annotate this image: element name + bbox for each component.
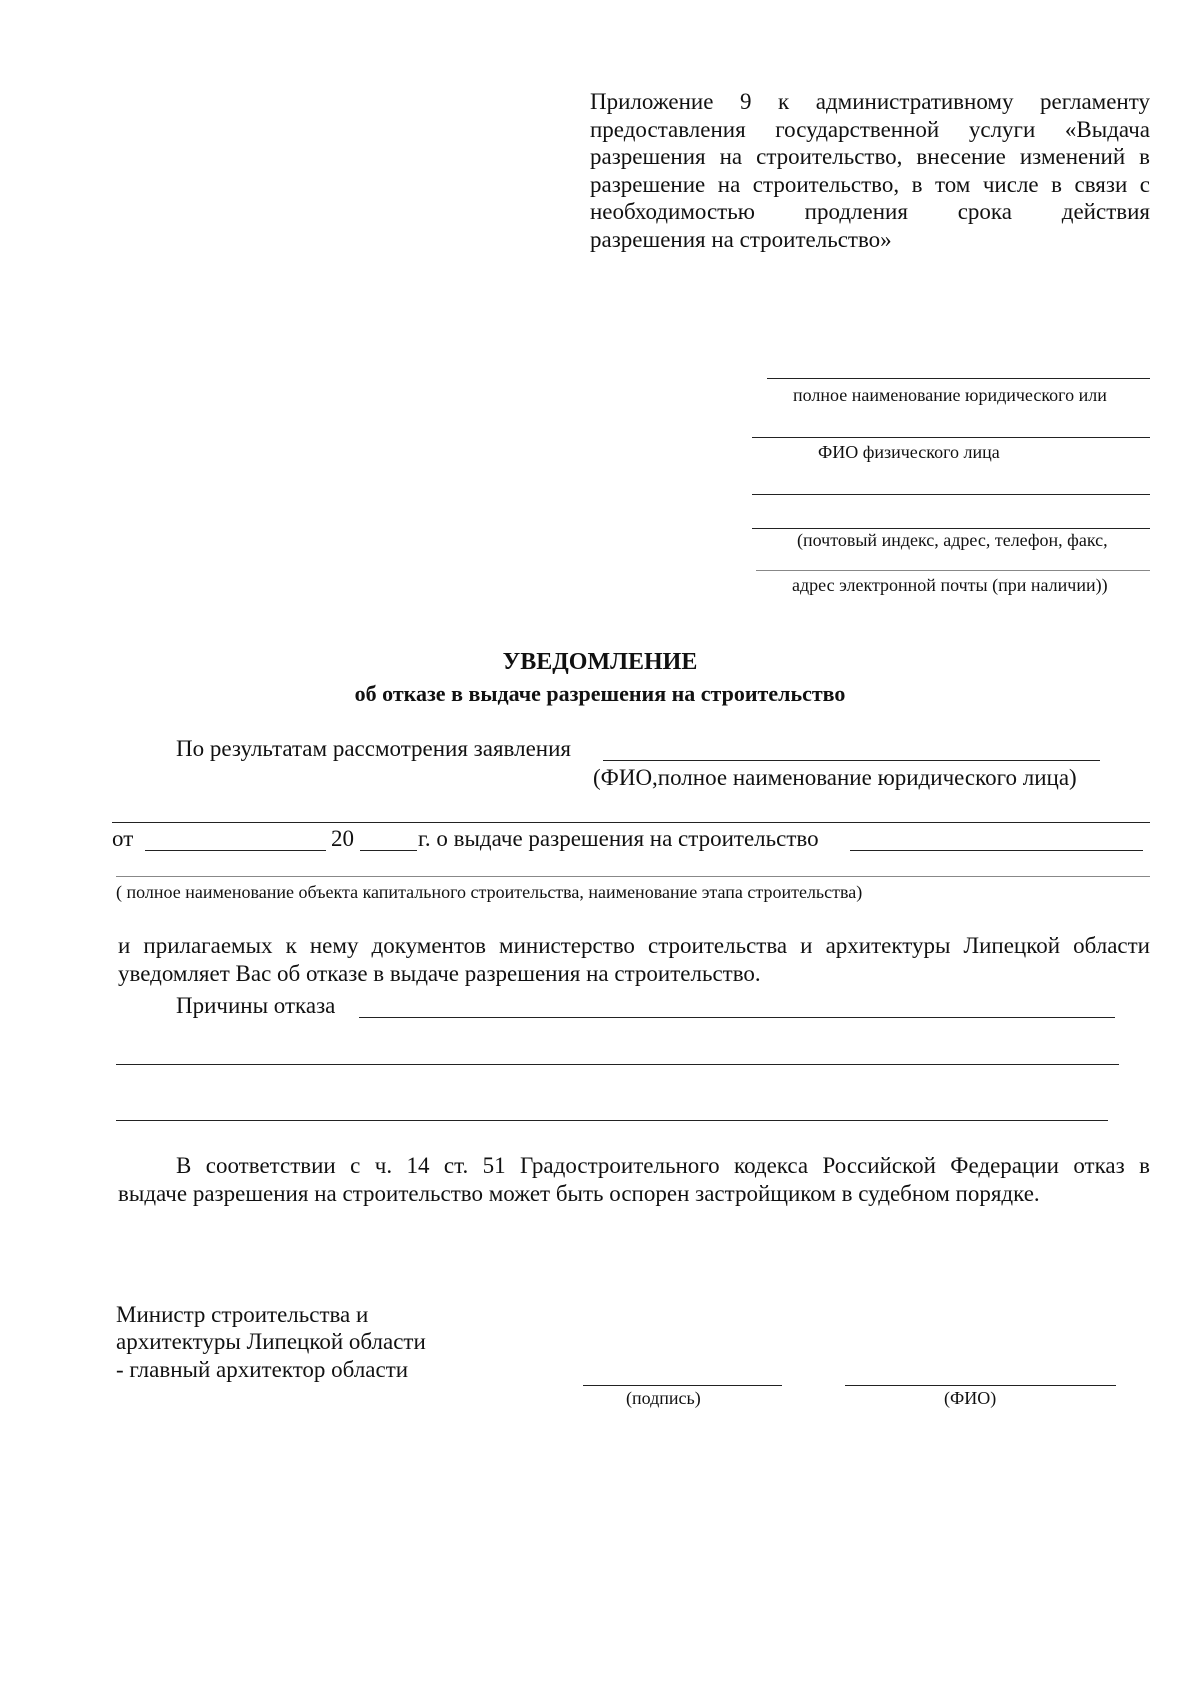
signer-position-3: - главный архитектор области [116,1357,409,1382]
recipient-name-line [767,378,1150,379]
object-line [850,850,1143,851]
recipient-caption-2: ФИО физического лица [818,442,1000,462]
applicant-continuation-line [112,822,1150,823]
recipient-address-line-2 [752,528,1150,529]
results-prefix: По результатам рассмотрения заявления [176,736,571,761]
annex-line: разрешение на строительство, в том числе в связи с [590,171,1150,197]
signer-position-1: Министр строительства и [116,1302,369,1327]
notice-line-2: уведомляет Вас об отказе в выдаче разрешения на строительство. [118,960,761,986]
annex-line: разрешения на строительство, внесение изменений в [590,144,1150,170]
annex-header [590,88,1150,254]
reasons-label: Причины отказа [176,993,336,1018]
notice-line-1: и прилагаемых к нему документов министерство строительства и архитектуры Липецкой области [118,933,1150,958]
annex-line: Приложение 9 к административному регламенту [590,89,1150,114]
applicant-caption: (ФИО,полное наименование юридического лица) [593,765,1077,790]
name-line [845,1385,1116,1386]
date-from-label: от [112,826,134,851]
name-caption: (ФИО) [944,1388,997,1408]
document-title: УВЕДОМЛЕНИЕ [502,649,698,675]
object-continuation-line [116,876,1150,877]
appeal-line-2: выдаче разрешения на строительство может быть оспорен застройщиком в судебном порядке. [118,1180,1040,1206]
signature-line [583,1385,782,1386]
object-caption: ( полное наименование объекта капитального строительства, наименование этапа строительства) [116,882,863,902]
applicant-line [603,760,1100,761]
reasons-line-1 [359,1017,1115,1018]
year-line [360,850,417,851]
recipient-caption-1: полное наименование юридического или [793,385,1107,405]
appeal-paragraph [118,1152,1150,1207]
signer-position-2: архитектуры Липецкой области [116,1329,426,1354]
recipient-caption-3: (почтовый индекс, адрес, телефон, факс, [797,530,1108,550]
annex-line: предоставления государственной услуги «Выдача [590,116,1150,142]
annex-line: разрешения на строительство» [590,226,892,252]
annex-line: необходимостью продления срока действия [590,199,1150,225]
year-prefix: 20 [331,826,354,851]
signature-caption: (подпись) [626,1388,701,1408]
date-suffix: г. о выдаче разрешения на строительство [418,826,819,851]
notice-paragraph [118,932,1150,987]
date-day-month-line [145,850,326,851]
reasons-line-2 [116,1064,1119,1065]
recipient-address-line-1 [752,494,1150,495]
recipient-caption-4: адрес электронной почты (при наличии)) [792,575,1108,595]
appeal-line-1: В соответствии с ч. 14 ст. 51 Градостроительного кодекса Российской Федерации отказ в [176,1153,1150,1178]
reasons-line-3 [116,1120,1108,1121]
recipient-person-line [752,437,1150,438]
document-subtitle: об отказе в выдаче разрешения на строительство [354,681,846,706]
recipient-email-line [756,570,1150,571]
